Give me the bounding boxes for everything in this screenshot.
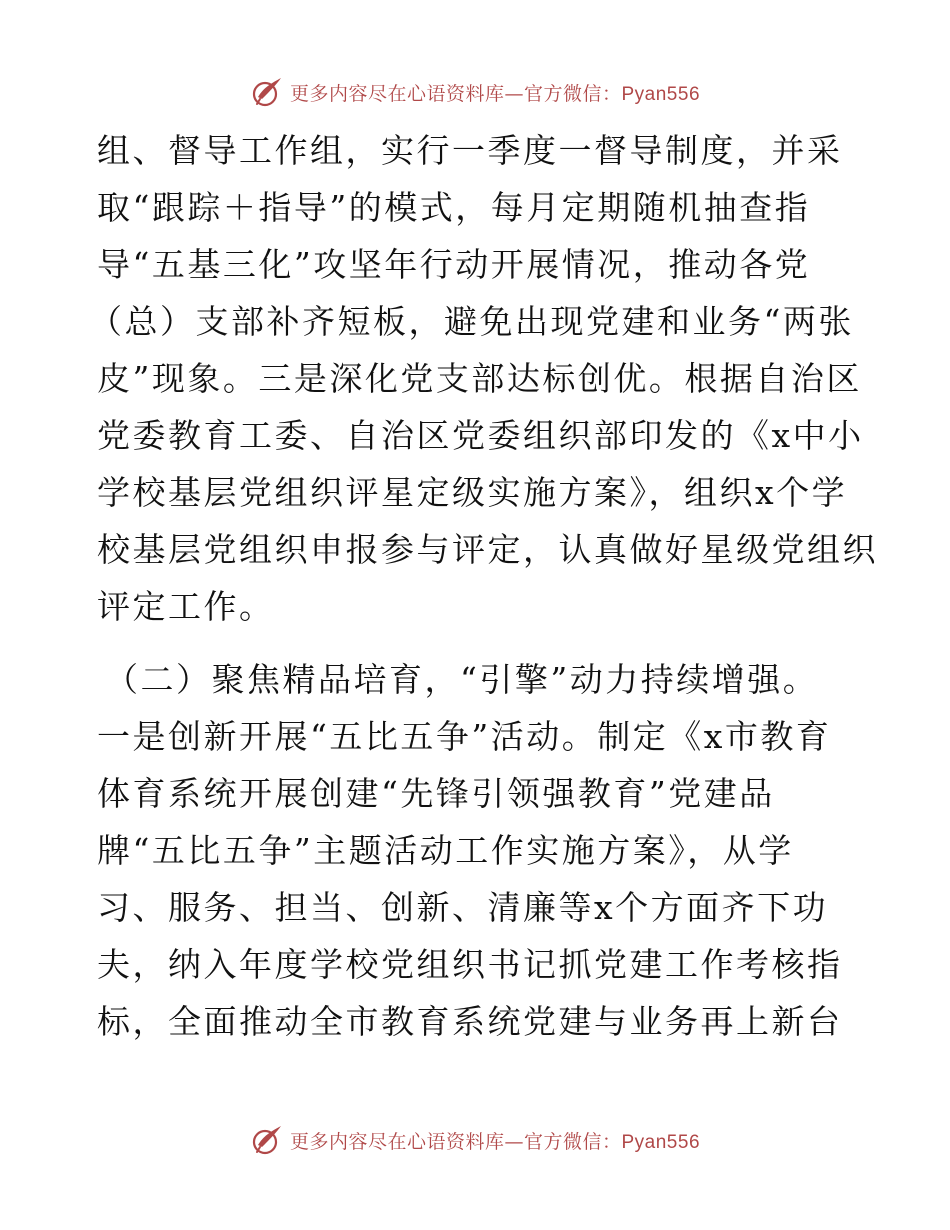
paragraph-1 (89, 122, 878, 635)
text-line: 导“五基三化”攻坚年行动开展情况，推动各党 (97, 245, 811, 284)
text-line: 牌“五比五争”主题活动工作实施方案》，从学 (97, 831, 794, 870)
paragraph-spacer (97, 635, 857, 651)
text-line: 习、服务、担当、创新、清廉等x个方面齐下功 (97, 888, 829, 927)
text-line: 标，全面推动全市教育系统党建与业务再上新台 (97, 1002, 843, 1041)
text-line: 皮”现象。三是深化党支部达标创优。根据自治区 (97, 359, 862, 398)
document-body (89, 122, 878, 1050)
footer-banner-wechat-id: Pyan556 (621, 1131, 701, 1153)
footer-banner-text: 更多内容尽在心语资料库—官方微信：Pyan556 (289, 1130, 701, 1153)
text-line: （总）支部补齐短板，避免出现党建和业务“两张 (89, 302, 854, 341)
quill-logo-icon (250, 75, 284, 109)
text-line: 党委教育工委、自治区党委组织部印发的《x中小 (97, 416, 864, 455)
quill-logo-icon (250, 1123, 284, 1157)
footer-watermark-banner (0, 1120, 950, 1160)
text-line: 一是创新开展“五比五争”活动。制定《x市教育 (97, 717, 832, 756)
text-line: 夫，纳入年度学校党组织书记抓党建工作考核指 (97, 945, 843, 984)
text-line: 体育系统开展创建“先锋引领强教育”党建品 (97, 774, 775, 813)
text-line: 组、督导工作组，实行一季度一督导制度，并采 (97, 131, 843, 170)
footer-banner-inner (250, 1123, 700, 1157)
header-banner-text: 更多内容尽在心语资料库—官方微信：Pyan556 (289, 82, 701, 105)
text-line: 学校基层党组织评星定级实施方案》，组织x个学 (97, 473, 848, 512)
text-line: 取“跟踪＋指导”的模式，每月定期随机抽查指 (97, 188, 811, 227)
paragraph-2 (97, 651, 857, 1050)
text-line: 评定工作。 (97, 587, 275, 626)
text-line: 校基层党组织申报参与评定，认真做好星级党组织 (97, 530, 878, 569)
section-heading-line: （二）聚焦精品培育，“引擎”动力持续增强。 (105, 660, 819, 699)
header-banner-inner (250, 75, 700, 109)
header-banner-wechat-id: Pyan556 (621, 83, 701, 105)
header-watermark-banner (0, 72, 950, 112)
